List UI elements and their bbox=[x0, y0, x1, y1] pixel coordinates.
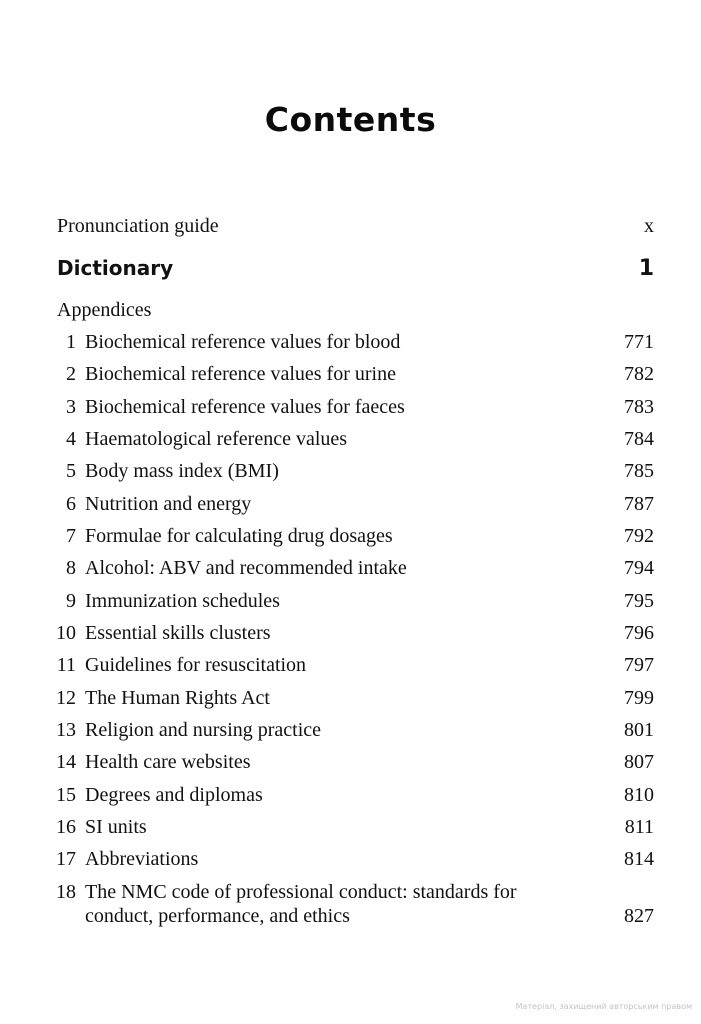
appendix-label: Biochemical reference values for urine bbox=[85, 363, 396, 385]
appendix-page: 771 bbox=[624, 331, 654, 353]
toc-appendix-1[interactable] bbox=[50, 330, 654, 354]
appendix-label: The Human Rights Act bbox=[85, 687, 270, 709]
appendix-number: 8 bbox=[66, 557, 76, 579]
appendix-number: 1 bbox=[66, 331, 76, 353]
appendix-number: 11 bbox=[56, 654, 76, 676]
toc-appendix-2[interactable] bbox=[50, 362, 654, 386]
appendix-page: 811 bbox=[624, 816, 654, 838]
appendices-heading bbox=[57, 298, 654, 322]
appendix-number: 13 bbox=[56, 719, 76, 741]
appendix-page: 794 bbox=[624, 557, 654, 579]
appendix-page: 782 bbox=[624, 363, 654, 385]
toc-entry-page: x bbox=[644, 215, 654, 237]
appendix-label: Formulae for calculating drug dosages bbox=[85, 525, 393, 547]
toc-appendix-13[interactable] bbox=[50, 718, 654, 742]
appendix-number: 15 bbox=[56, 784, 76, 806]
appendix-page: 814 bbox=[624, 848, 654, 870]
toc-entry-label: Pronunciation guide bbox=[57, 215, 219, 237]
toc-appendix-11[interactable] bbox=[50, 653, 654, 677]
appendix-page: 797 bbox=[624, 654, 654, 676]
appendix-label: Health care websites bbox=[85, 751, 251, 773]
appendix-number: 7 bbox=[66, 525, 76, 547]
toc-appendix-10[interactable] bbox=[50, 621, 654, 645]
appendix-page: 807 bbox=[624, 751, 654, 773]
toc-appendix-18[interactable] bbox=[50, 880, 654, 928]
toc-appendix-12[interactable] bbox=[50, 686, 654, 710]
appendix-page: 799 bbox=[624, 687, 654, 709]
toc-appendix-15[interactable] bbox=[50, 783, 654, 807]
appendix-page: 785 bbox=[624, 460, 654, 482]
appendix-number: 4 bbox=[66, 428, 76, 450]
appendix-number: 5 bbox=[66, 460, 76, 482]
appendix-label: The NMC code of professional conduct: standards for conduct, performance, and ethics bbox=[85, 881, 517, 927]
appendix-label: Essential skills clusters bbox=[85, 622, 271, 644]
toc-appendix-8[interactable] bbox=[50, 556, 654, 580]
page-title: Contents bbox=[264, 100, 437, 139]
appendix-label: Nutrition and energy bbox=[85, 493, 252, 515]
appendix-page: 827 bbox=[624, 905, 654, 927]
appendix-label: Immunization schedules bbox=[85, 590, 280, 612]
toc-appendix-7[interactable] bbox=[50, 524, 654, 548]
appendix-label: Alcohol: ABV and recommended intake bbox=[85, 557, 407, 579]
appendix-label: Degrees and diplomas bbox=[85, 784, 263, 806]
appendix-label: Biochemical reference values for faeces bbox=[85, 396, 405, 418]
appendix-number: 16 bbox=[56, 816, 76, 838]
appendix-label: Biochemical reference values for blood bbox=[85, 331, 401, 353]
toc-entry-label: Dictionary bbox=[57, 256, 174, 280]
appendix-label: Religion and nursing practice bbox=[85, 719, 322, 741]
appendix-page: 801 bbox=[624, 719, 654, 741]
appendix-page: 810 bbox=[624, 784, 654, 806]
appendix-page: 795 bbox=[624, 590, 654, 612]
appendix-page: 783 bbox=[624, 396, 654, 418]
appendices-heading-label: Appendices bbox=[57, 299, 152, 321]
toc-appendix-4[interactable] bbox=[50, 427, 654, 451]
toc-appendix-3[interactable] bbox=[50, 395, 654, 419]
appendix-label: Guidelines for resuscitation bbox=[85, 654, 307, 676]
appendix-number: 12 bbox=[56, 687, 76, 709]
appendix-label: Abbreviations bbox=[85, 848, 199, 870]
appendix-page: 796 bbox=[624, 622, 654, 644]
appendix-label: Body mass index (BMI) bbox=[85, 460, 279, 482]
appendix-number: 6 bbox=[66, 493, 76, 515]
appendix-number: 18 bbox=[56, 881, 76, 903]
toc-appendix-5[interactable] bbox=[50, 459, 654, 483]
appendix-label: SI units bbox=[85, 816, 147, 838]
appendix-number: 17 bbox=[56, 848, 76, 870]
appendix-number: 9 bbox=[66, 590, 76, 612]
appendix-number: 3 bbox=[66, 396, 76, 418]
copyright-watermark: Матеріал, захищений авторським правом bbox=[515, 1002, 692, 1011]
toc-entry-pronunciation-guide[interactable] bbox=[57, 214, 654, 238]
toc-entry-page: 1 bbox=[638, 256, 654, 281]
appendix-page: 784 bbox=[624, 428, 654, 450]
toc-entry-dictionary[interactable] bbox=[57, 256, 654, 281]
appendix-number: 2 bbox=[66, 363, 76, 385]
toc-appendix-17[interactable] bbox=[50, 847, 654, 871]
appendix-label: Haematological reference values bbox=[85, 428, 348, 450]
appendix-page: 792 bbox=[624, 525, 654, 547]
toc-appendix-6[interactable] bbox=[50, 492, 654, 516]
toc-appendix-16[interactable] bbox=[50, 815, 654, 839]
toc-appendix-9[interactable] bbox=[50, 589, 654, 613]
toc-appendix-14[interactable] bbox=[50, 750, 654, 774]
appendix-page: 787 bbox=[624, 493, 654, 515]
appendix-number: 10 bbox=[56, 622, 76, 644]
appendix-number: 14 bbox=[56, 751, 76, 773]
